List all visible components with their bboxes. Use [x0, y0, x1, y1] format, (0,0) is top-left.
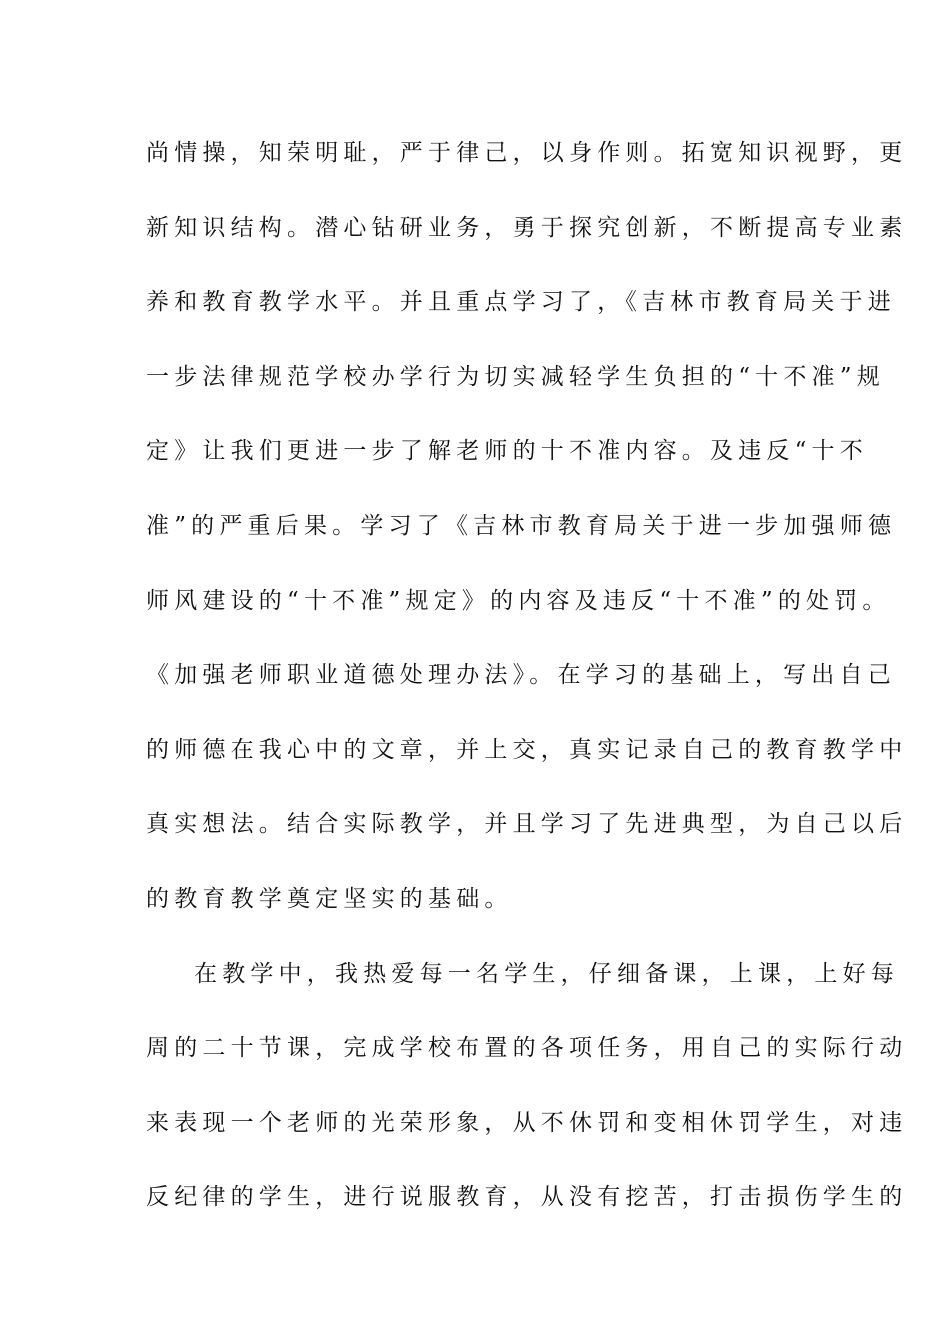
body-text	[146, 130, 908, 1249]
text-line: 新知识结构。潜心钻研业务，勇于探究创新，不断提高专业素	[146, 214, 908, 241]
text-line: 定》让我们更进一步了解老师的十不准内容。及违反“十不	[146, 438, 868, 465]
text-line: 的教育教学奠定坚实的基础。	[146, 885, 513, 912]
text-line: 反纪律的学生，进行说服教育，从没有挖苦，打击损伤学生的	[146, 1184, 908, 1211]
text-line: 准”的严重后果。学习了《吉林市教育局关于进一步加强师德	[146, 512, 897, 539]
text-line: 周的二十节课，完成学校布置的各项任务，用自己的实际行动	[146, 1035, 908, 1062]
text-line: 的师德在我心中的文章，并上交，真实记录自己的教育教学中	[146, 736, 908, 763]
text-line: 来表现一个老师的光荣形象，从不休罚和变相休罚学生，对违	[146, 1109, 908, 1136]
text-line: 师风建设的“十不准”规定》的内容及违反“十不准”的处罚。	[146, 587, 891, 614]
text-line: 尚情操，知荣明耻，严于律己，以身作则。拓宽知识视野，更	[146, 140, 908, 166]
paragraph-first-line: 在教学中，我热爱每一名学生，仔细备课，上课，上好每	[194, 960, 899, 987]
text-line: 一步法律规范学校办学行为切实减轻学生负担的“十不准”规	[146, 363, 885, 390]
text-line: 真实想法。结合实际教学，并且学习了先进典型，为自己以后	[146, 811, 908, 838]
text-line: 养和教育教学水平。并且重点学习了，《吉林市教育局关于进	[146, 289, 896, 316]
text-line: 《加强老师职业道德处理办法》。在学习的基础上，写出自己	[146, 662, 896, 689]
